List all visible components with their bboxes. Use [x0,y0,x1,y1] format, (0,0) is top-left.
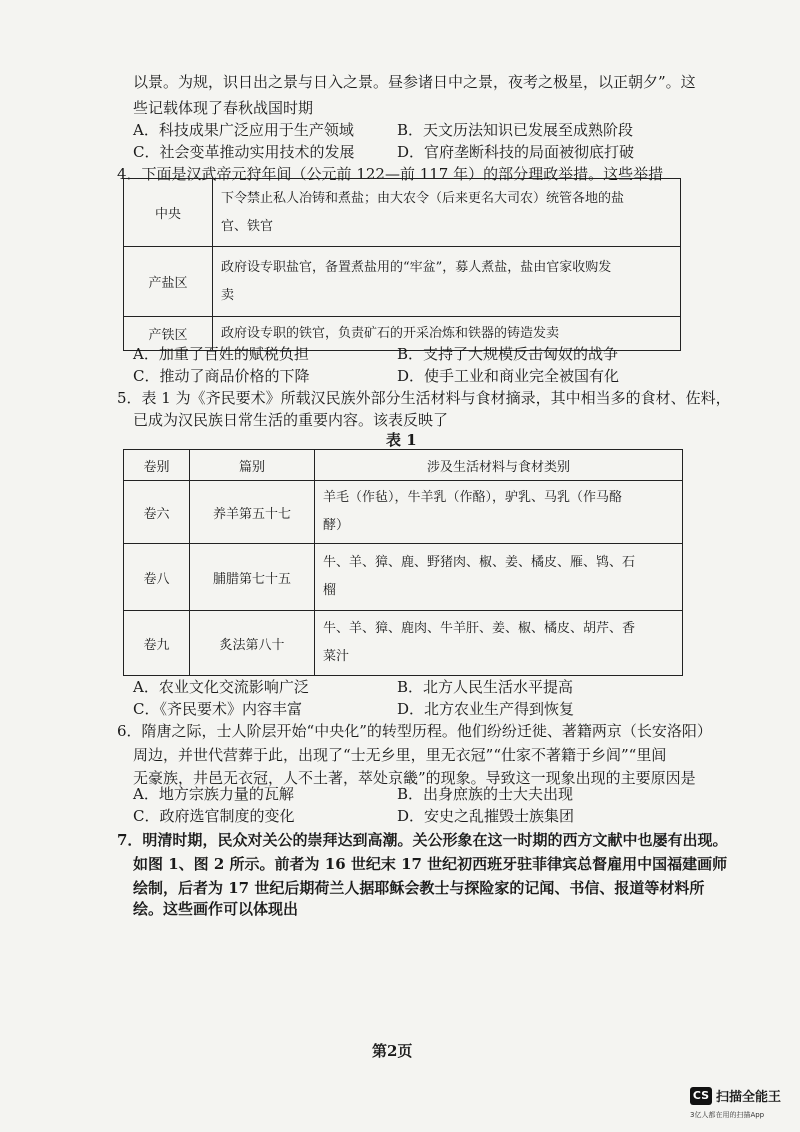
q4-option-c: C．推动了商品价格的下降 [133,367,310,385]
q5-materials-line: 酵） [323,518,350,533]
q5-header-materials: 涉及生活材料与食材类别 [315,450,683,481]
q6-line-3: 无豪族，井邑无衣冠，人不土著，萃处京畿”的现象。导致这一现象出现的主要原因是 [133,769,696,787]
page-number: 第2页 [372,1042,413,1060]
table-row [124,544,683,611]
q4-row-content [213,247,681,317]
q5-materials-line: 菜汁 [323,649,350,664]
q5-cell-chapter: 养羊第五十七 [190,481,315,544]
q4-row-label: 中央 [124,179,213,247]
q5-materials-line: 牛、羊、獐、鹿、野猪肉、椒、姜、橘皮、雁、鸨、石 [323,555,636,570]
q3-line-2: 些记载体现了春秋战国时期 [133,99,314,117]
table-row [124,179,681,247]
q4-row-content [213,179,681,247]
q3-line-1: 以景。为规，识日出之景与日入之景。昼参诸日中之景，夜考之极星，以正朝夕”。这 [133,73,696,91]
q7-line-2: 如图 1、图 2 所示。前者为 16 世纪末 17 世纪初西班牙驻菲律宾总督雇用中国福建画师 [133,855,728,873]
q4-row-line: 下令禁止私人冶铸和煮盐；由大农令（后来更名大司农）统管各地的盐 [221,190,625,206]
q4-row-label: 产盐区 [124,247,213,317]
q7-line-4: 绘。这些画作可以体现出 [133,900,299,918]
table-row [124,481,683,544]
camscanner-logo-icon: CS [690,1087,712,1105]
q5-option-c: C．《齐民要术》内容丰富 [133,700,302,718]
q5-materials-line: 牛、羊、獐、鹿肉、牛羊肝、姜、椒、橘皮、胡芹、香 [323,621,636,636]
q4-row-line: 政府设专职的铁官，负责矿石的开采冶炼和铁器的铸造发卖 [221,325,560,341]
q5-cell-volume: 卷九 [124,611,190,676]
q3-option-b: B．天文历法知识已发展至成熟阶段 [397,121,634,139]
q7-line-1: 7．明清时期，民众对关公的崇拜达到高潮。关公形象在这一时期的西方文献中也屡有出现。 [117,831,728,849]
q5-materials-line: 羊毛（作毡），牛羊乳（作酪），驴乳、马乳（作马酪 [323,490,623,505]
q4-option-a: A．加重了百姓的赋税负担 [133,345,309,363]
q5-cell-materials [315,611,683,676]
q6-line-1: 6．隋唐之际，士人阶层开始“中央化”的转型历程。他们纷纷迁徙、著籍两京（长安洛阳） [117,722,712,740]
table-row [124,247,681,317]
q5-option-d: D．北方农业生产得到恢复 [397,700,575,718]
q4-table [123,178,681,351]
q5-option-b: B．北方人民生活水平提高 [397,678,574,696]
q6-option-b: B．出身庶族的士大夫出现 [397,785,574,803]
q5-table-caption: 表 1 [386,431,417,449]
q5-line-2: 已成为汉民族日常生活的重要内容。该表反映了 [133,411,449,429]
q3-option-a: A．科技成果广泛应用于生产领域 [133,121,354,139]
q5-header-chapter: 篇别 [190,450,315,481]
app-tagline: 3亿人都在用的扫描App [690,1111,765,1119]
q5-cell-volume: 卷八 [124,544,190,611]
table-header-row [124,450,683,481]
q5-cell-chapter: 脯腊第七十五 [190,544,315,611]
q5-option-a: A．农业文化交流影响广泛 [133,678,309,696]
q3-option-c: C．社会变革推动实用技术的发展 [133,143,355,161]
q5-materials-line: 榴 [323,583,337,598]
q4-stem: 4．下面是汉武帝元狩年间（公元前 122—前 117 年）的部分理政举措。这些举措 [117,165,664,183]
q5-cell-materials [315,481,683,544]
q5-cell-chapter: 炙法第八十 [190,611,315,676]
q4-row-label: 产铁区 [124,317,213,351]
q3-option-d: D．官府垄断科技的局面被彻底打破 [397,143,635,161]
q4-option-b: B．支持了大规模反击匈奴的战争 [397,345,619,363]
q4-row-line: 官、铁官 [221,218,274,234]
q6-option-d: D．安史之乱摧毁士族集团 [397,807,575,825]
q4-row-line: 政府设专职盐官，备置煮盐用的“牢盆”，募人煮盐，盐由官家收购发 [221,259,612,275]
q4-row-line: 卖 [221,287,235,303]
q5-cell-volume: 卷六 [124,481,190,544]
q5-table [123,449,683,676]
q6-option-c: C．政府选官制度的变化 [133,807,295,825]
app-name: 扫描全能王 [716,1090,782,1105]
q7-line-3: 绘制，后者为 17 世纪后期荷兰人据耶稣会教士与探险家的记闻、书信、报道等材料所 [133,879,705,897]
q5-header-volume: 卷别 [124,450,190,481]
q5-cell-materials [315,544,683,611]
q4-option-d: D．使手工业和商业完全被国有化 [397,367,620,385]
q6-line-2: 周边，并世代营葬于此，出现了“士无乡里，里无衣冠”“仕家不著籍于乡闾”“里闾 [133,746,667,764]
table-row [124,611,683,676]
q5-line-1: 5．表 1 为《齐民要术》所载汉民族外部分生活材料与食材摘录，其中相当多的食材、佐料， [117,389,731,407]
q6-option-a: A．地方宗族力量的瓦解 [133,785,294,803]
